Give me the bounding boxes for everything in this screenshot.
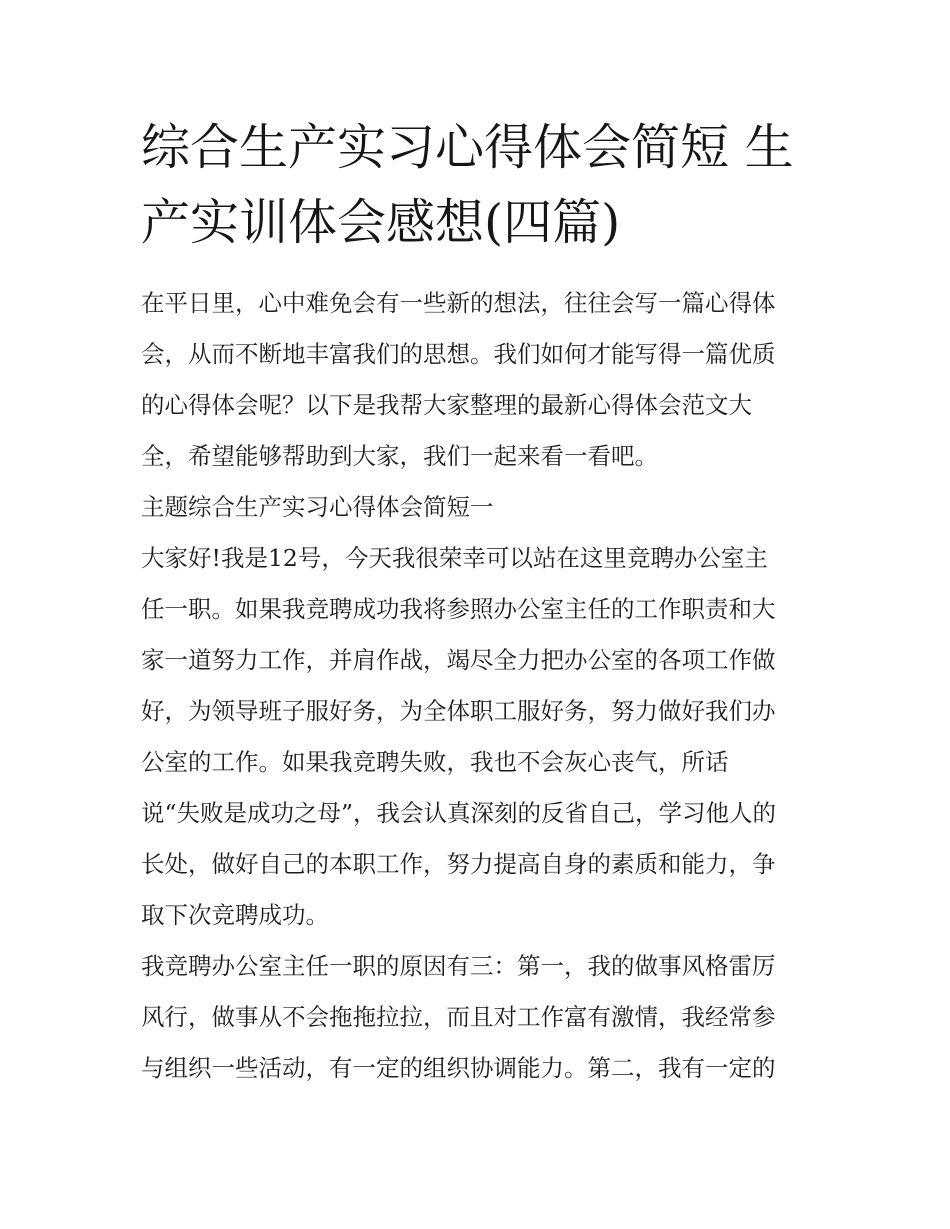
text-line: 会，从而不断地丰富我们的思想。我们如何才能写得一篇优质 xyxy=(141,340,776,368)
document-content xyxy=(141,110,813,1094)
text-line: 在平日里，心中难免会有一些新的想法，往往会写一篇心得体 xyxy=(141,289,776,317)
intro-paragraph xyxy=(141,278,813,482)
text-line: 风行，做事从不会拖拖拉拉，而且对工作富有激情，我经常参 xyxy=(141,1003,776,1031)
text-line: 全，希望能够帮助到大家，我们一起来看一看吧。 xyxy=(141,442,658,470)
text-line: 我竞聘办公室主任一职的原因有三：第一，我的做事风格雷厉 xyxy=(141,952,776,980)
text-line: 与组织一些活动，有一定的组织协调能力。第二，我有一定的 xyxy=(141,1054,776,1082)
document-body xyxy=(141,278,813,1094)
title-line: 综合生产实习心得体会简短 生 xyxy=(141,119,794,176)
text-line: 主题综合生产实习心得体会简短一 xyxy=(141,493,494,521)
text-line: 的心得体会呢？以下是我帮大家整理的最新心得体会范文大 xyxy=(141,391,752,419)
text-line: 任一职。如果我竞聘成功我将参照办公室主任的工作职责和大 xyxy=(141,595,776,623)
text-line: 好，为领导班子服好务，为全体职工服好务，努力做好我们办 xyxy=(141,697,776,725)
text-line: 公室的工作。如果我竞聘失败，我也不会灰心丧气，所话 xyxy=(141,748,729,776)
text-line: 家一道努力工作，并肩作战，竭尽全力把办公室的各项工作做 xyxy=(141,646,776,674)
document-title xyxy=(141,110,813,260)
text-line: 说“失败是成功之母”，我会认真深刻的反省自己，学习他人的 xyxy=(141,799,777,827)
title-line: 产实训体会感想(四篇) xyxy=(141,194,621,251)
text-line: 取下次竞聘成功。 xyxy=(141,901,329,929)
section-heading xyxy=(141,482,813,533)
body-paragraph-1 xyxy=(141,533,813,941)
text-line: 长处，做好自己的本职工作，努力提高自身的素质和能力，争 xyxy=(141,850,776,878)
body-paragraph-2 xyxy=(141,941,813,1094)
text-line: 大家好!我是12号，今天我很荣幸可以站在这里竞聘办公室主 xyxy=(141,544,768,572)
